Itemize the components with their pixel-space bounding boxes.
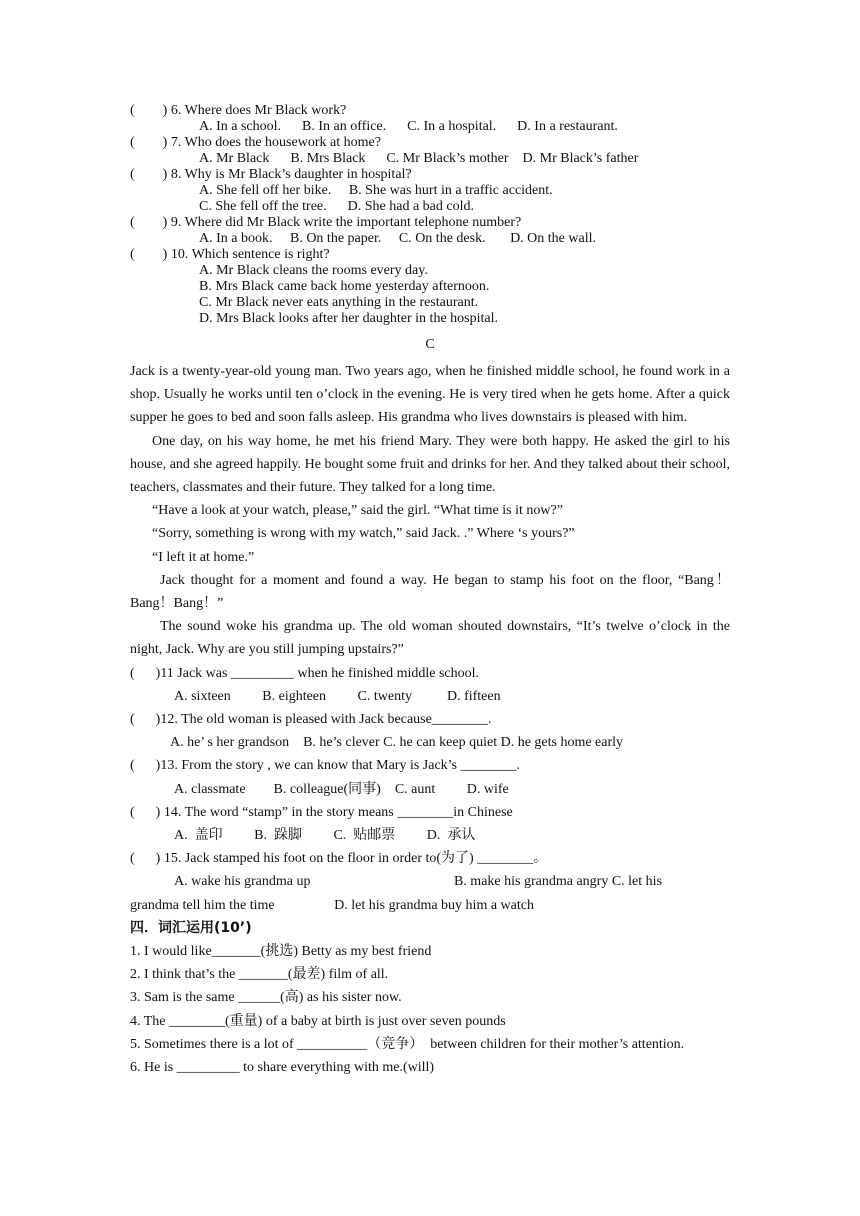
passage-paragraph-1: Jack is a twenty-year-old young man. Two years ago, when he finished middle school, he found work in a shop. Usually he works until ten o’clock in the evening. He is very tired when he gets home. After a quick supper he goes to bed and soon falls asleep. His grandma who lives downstairs is pleased with him. <box>130 364 730 426</box>
question-11-options: A. sixteen B. eighteen C. twenty D. fifteen <box>174 688 501 704</box>
vocab-sentence-1: 1. I would like_______(挑选) Betty as my best friend <box>130 944 432 960</box>
question-15: ( ) 15. Jack stamped his foot on the floor in order to(为了) ________。 <box>130 851 548 867</box>
passage-paragraph-6: Jack thought for a moment and found a way. He began to stamp his foot on the floor, “Bang！Bang！Bang！” <box>130 572 730 612</box>
question-13-options: A. classmate B. colleague(同事) C. aunt D. wife <box>174 781 509 797</box>
question-6-options: A. In a school. B. In an office. C. In a hospital. D. In a restaurant. <box>199 119 618 134</box>
vocabulary-section <box>130 917 730 1079</box>
question-13: ( )13. From the story , we can know that Mary is Jack’s ________. <box>130 758 520 774</box>
question-8-options-1: A. She fell off her bike. B. She was hurt in a traffic accident. <box>199 183 553 198</box>
passage-paragraph-2: One day, on his way home, he met his friend Mary. They were both happy. He asked the girl to his house, and she agreed happily. He bought some fruit and drinks for her. And they talked about their school, teachers, classmates and their future. They talked for a long time. <box>130 433 730 496</box>
reading-b-questions <box>130 103 730 327</box>
question-8-options-2: C. She fell off the tree. D. She had a bad cold. <box>199 199 475 214</box>
question-10-option-d: D. Mrs Black looks after her daughter in the hospital. <box>199 311 498 326</box>
question-9: ( ) 9. Where did Mr Black write the important telephone number? <box>130 215 522 230</box>
question-7: ( ) 7. Who does the housework at home? <box>130 135 381 150</box>
question-12: ( )12. The old woman is pleased with Jack because________. <box>130 712 492 728</box>
reading-c-passage <box>130 360 730 662</box>
question-9-options: A. In a book. B. On the paper. C. On the desk. D. On the wall. <box>199 231 596 246</box>
vocab-sentence-6: 6. He is _________ to share everything with me.(will) <box>130 1060 435 1076</box>
worksheet-page <box>130 103 730 1079</box>
vocab-sentence-5: 5. Sometimes there is a lot of __________（竞争） between children for their mother’s attention. <box>130 1036 685 1052</box>
question-14: ( ) 14. The word “stamp” in the story means ________in Chinese <box>130 804 513 820</box>
section-4-heading: 四．词汇运用(10’) <box>130 919 252 936</box>
vocab-sentence-2: 2. I think that’s the _______(最差) film of all. <box>130 967 389 983</box>
question-7-options: A. Mr Black B. Mrs Black C. Mr Black’s mother D. Mr Black’s father <box>199 151 639 166</box>
section-c-label: C <box>425 337 435 352</box>
passage-paragraph-5: “I left it at home.” <box>152 549 255 565</box>
question-14-options: A. 盖印 B. 跺脚 C. 贴邮票 D. 承认 <box>174 828 476 844</box>
question-8: ( ) 8. Why is Mr Black’s daughter in hospital? <box>130 167 412 182</box>
question-10-option-b: B. Mrs Black came back home yesterday afternoon. <box>199 279 490 294</box>
reading-c-questions <box>130 662 730 917</box>
passage-paragraph-4: “Sorry, something is wrong with my watch,” said Jack. .” Where ‘s yours?” <box>152 526 575 542</box>
question-15-options-2: grandma tell him the time D. let his grandma buy him a watch <box>130 897 534 913</box>
passage-paragraph-7: The sound woke his grandma up. The old woman shouted downstairs, “It’s twelve o’clock in the night, Jack. Why are you still jumping upstairs?” <box>130 619 730 658</box>
question-10-option-c: C. Mr Black never eats anything in the restaurant. <box>199 295 479 310</box>
question-11: ( )11 Jack was _________ when he finished middle school. <box>130 665 480 681</box>
vocab-sentence-4: 4. The ________(重量) of a baby at birth is just over seven pounds <box>130 1013 506 1029</box>
question-10-option-a: A. Mr Black cleans the rooms every day. <box>199 263 428 278</box>
question-10: ( ) 10. Which sentence is right? <box>130 247 330 262</box>
question-12-options: A. he’ s her grandson B. he’s clever C. he can keep quiet D. he gets home early <box>170 735 624 751</box>
question-6: ( ) 6. Where does Mr Black work? <box>130 103 347 118</box>
passage-paragraph-3: “Have a look at your watch, please,” said the girl. “What time is it now?” <box>152 503 563 519</box>
vocab-sentence-3: 3. Sam is the same ______(高) as his sister now. <box>130 990 402 1006</box>
question-15-options-1: A. wake his grandma up B. make his grandma angry C. let his <box>174 874 662 890</box>
